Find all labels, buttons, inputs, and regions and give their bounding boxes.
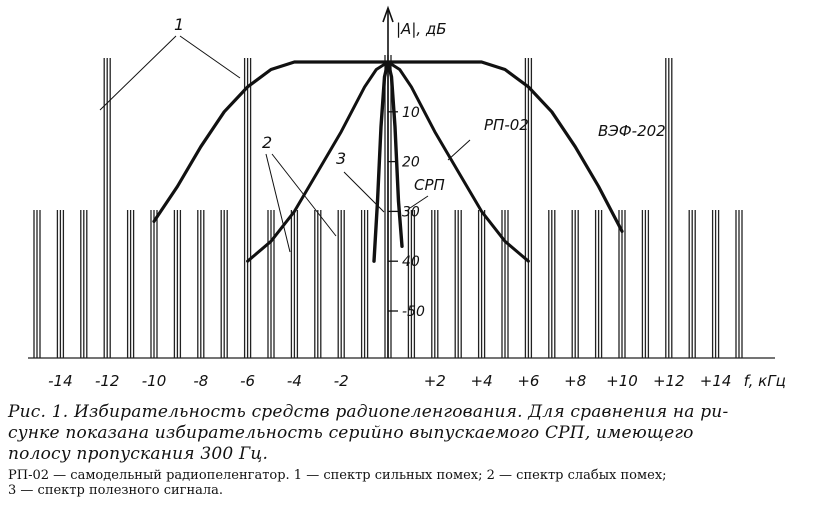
x-tick-label: -8 [193,372,209,390]
caption-line-3: полосу пропускания 300 Гц. [8,444,269,464]
x-tick-label: +6 [517,372,540,390]
annotation-leader [180,36,240,78]
x-tick-label: -6 [240,372,256,390]
x-tick-label: -2 [333,372,349,390]
x-tick-label: -10 [141,372,167,390]
x-tick-label: -12 [94,372,120,390]
annotation-number: 3 [336,149,347,168]
y-tick-label: 40 [402,254,420,271]
x-tick-label: +10 [606,372,638,390]
note-line-1: РП-02 — самодельный радиопеленгатор. 1 — спектр сильных помех; 2 — спектр слабых помех; [8,468,667,483]
x-tick-label: +14 [699,372,732,390]
caption-line-2: сунке показана избирательность серийно выпускаемого СРП, имеющего [8,423,694,443]
figure-note [8,468,834,498]
annotation-leader [266,154,290,252]
y-tick-label: -50 [402,304,425,320]
x-axis-label: f, кГц [743,372,786,390]
annotation-number: 2 [262,133,273,152]
series-label: СРП [414,176,445,194]
x-tick-label: -4 [286,372,302,390]
x-tick-label: +4 [470,372,493,390]
annotation-leader [272,154,336,236]
series-label: РП-02 [484,116,529,134]
figure-caption [8,402,834,465]
y-tick-label: 10 [402,104,420,121]
note-line-2: 3 — спектр полезного сигнала. [8,483,224,498]
y-tick-label: 20 [402,154,420,171]
caption-line-1: Рис. 1. Избирательность средств радиопеленгования. Для сравнения на ри- [8,402,729,422]
annotation-number: 1 [174,15,185,34]
series-label-leader [448,140,470,160]
x-tick-label: +8 [564,372,587,390]
x-tick-label: +2 [423,372,446,390]
y-axis-label: |A|, дБ [396,20,447,38]
chart-labels [48,15,786,390]
series-label: ВЭФ-202 [598,122,666,140]
y-tick-label: 30 [402,204,420,221]
x-tick-label: +12 [652,372,685,390]
annotation-leader [100,36,176,110]
x-tick-label: -14 [48,372,73,390]
